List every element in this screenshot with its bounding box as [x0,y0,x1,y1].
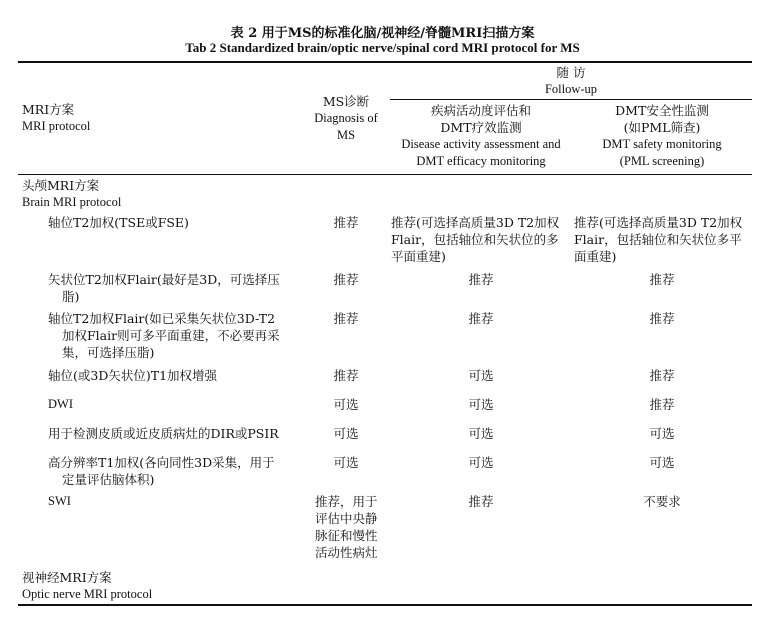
row-disease-line: 可选 [468,397,494,412]
row-disease-line: 推荐 [468,494,494,509]
row-diagnosis-line: 可选 [333,426,359,441]
row-protocol [48,493,71,510]
header-followup [390,64,752,98]
row-diagnosis [300,454,392,471]
header-safety-en-1: DMT safety monitoring [602,137,722,151]
table-title-en: Tab 2 Standardized brain/optic nerve/spinal cord MRI protocol for MS [185,40,580,55]
section-brain [22,177,121,211]
row-protocol-line: 定量评估脑体积) [62,472,155,487]
row-safety-line: 可选 [649,426,675,441]
row-protocol-line: 加权Flair则可多平面重建，不必要再采 [62,328,280,343]
row-disease-line: 平面重建) [391,249,446,264]
header-disease-cn-1: 疾病活动度评估和 [430,103,531,118]
row-protocol-line: 集，可选择压脂) [62,345,155,360]
row-safety [572,271,752,288]
bottom-rule [18,604,752,606]
row-safety-line: 推荐 [649,272,675,287]
header-disease-en-1: Disease activity assessment and [401,137,561,151]
header-diagnosis-en-2: MS [336,128,356,142]
row-diagnosis-line: 推荐，用于 [315,494,378,509]
row-disease-line: 可选 [468,455,494,470]
row-diagnosis [315,493,378,561]
row-diagnosis-line: 活动性病灶 [315,545,378,560]
row-safety-line: 推荐 [649,397,675,412]
row-protocol-line: SWI [48,494,71,508]
row-protocol [48,396,73,413]
row-protocol [48,214,189,231]
row-protocol-line: 轴位T2加权Flair(如已采集矢状位3D-T2 [48,311,276,326]
section-optic-cn: 视神经MRI方案 [22,570,112,585]
row-disease [391,214,559,265]
row-protocol [48,425,279,442]
row-disease [390,367,572,384]
row-disease-line: 推荐(可选择高质量3D T2加权 [391,215,560,230]
row-protocol [48,271,280,305]
row-safety [572,367,752,384]
row-safety [572,396,752,413]
row-protocol [48,367,217,384]
top-rule [18,61,752,63]
header-bottom-rule [18,174,752,175]
section-brain-cn: 头颅MRI方案 [22,178,100,193]
row-safety-line: 不要求 [643,494,681,509]
header-mri-protocol-cn: MRI方案 [22,102,75,117]
row-protocol-line: 轴位(或3D矢状位)T1加权增强 [48,368,218,383]
section-brain-en: Brain MRI protocol [22,195,122,209]
row-protocol [48,454,275,488]
row-diagnosis-line: 评估中央静 [315,511,378,526]
row-disease [390,425,572,442]
row-disease-line: 推荐 [468,272,494,287]
row-diagnosis [300,214,392,231]
row-protocol-line: 脂) [62,289,80,304]
section-optic-en: Optic nerve MRI protocol [22,587,153,601]
row-diagnosis-line: 可选 [333,397,359,412]
row-safety [574,214,742,265]
row-disease [390,310,572,327]
row-disease-line: 推荐 [468,311,494,326]
row-disease-line: 可选 [468,426,494,441]
row-safety [572,310,752,327]
row-safety [572,454,752,471]
header-diagnosis-en-1: Diagnosis of [314,111,378,125]
header-safety-cn-1: DMT安全性监测 [615,103,709,118]
header-dmt-safety [572,102,752,170]
row-diagnosis-line: 推荐 [333,368,359,383]
header-mri-protocol-en: MRI protocol [22,119,91,133]
row-diagnosis [300,425,392,442]
row-diagnosis [300,396,392,413]
row-disease [390,454,572,471]
header-diagnosis-cn: MS诊断 [322,94,370,109]
row-protocol-line: 矢状位T2加权Flair(最好是3D，可选择压 [48,272,280,287]
followup-sub-rule [390,99,752,100]
header-disease-en-2: DMT efficacy monitoring [416,154,546,168]
row-safety [572,493,752,510]
row-protocol-line: 用于检测皮质或近皮质病灶的DIR或PSIR [48,426,279,441]
row-diagnosis-line: 推荐 [333,215,359,230]
row-diagnosis-line: 脉征和慢性 [315,528,378,543]
row-safety-line: 面重建) [574,249,617,264]
header-safety-cn-2: (如PML筛查) [623,120,701,135]
table-title-cn: 表 2 用于MS的标准化脑/视神经/脊髓MRI扫描方案 [230,26,535,41]
header-disease-cn-2: DMT疗效监测 [440,120,522,135]
section-optic-nerve [22,569,152,603]
row-disease [390,493,572,510]
row-diagnosis [300,271,392,288]
row-diagnosis-line: 可选 [333,455,359,470]
header-followup-cn: 随 访 [556,65,586,80]
row-safety [572,425,752,442]
row-diagnosis-line: 推荐 [333,272,359,287]
header-followup-en: Follow-up [544,82,598,96]
row-disease-line: Flair，包括轴位和矢状位的多 [391,232,559,247]
row-protocol-line: 轴位T2加权(TSE或FSE) [48,215,189,230]
row-diagnosis-line: 推荐 [333,311,359,326]
row-protocol-line: 高分辨率T1加权(各向同性3D采集，用于 [48,455,275,470]
row-disease [390,271,572,288]
row-disease-line: 可选 [468,368,494,383]
row-protocol-line: DWI [48,397,73,411]
row-safety-line: Flair，包括轴位和矢状位多平 [574,232,742,247]
row-disease [390,396,572,413]
header-safety-en-2: (PML screening) [619,154,705,168]
row-safety-line: 推荐 [649,311,675,326]
row-safety-line: 推荐 [649,368,675,383]
header-diagnosis [300,93,392,144]
row-safety-line: 可选 [649,455,675,470]
header-mri-protocol [22,101,90,135]
header-disease-activity [390,102,572,170]
row-protocol [48,310,280,361]
row-safety-line: 推荐(可选择高质量3D T2加权 [574,215,743,230]
row-diagnosis [300,310,392,327]
row-diagnosis [300,367,392,384]
